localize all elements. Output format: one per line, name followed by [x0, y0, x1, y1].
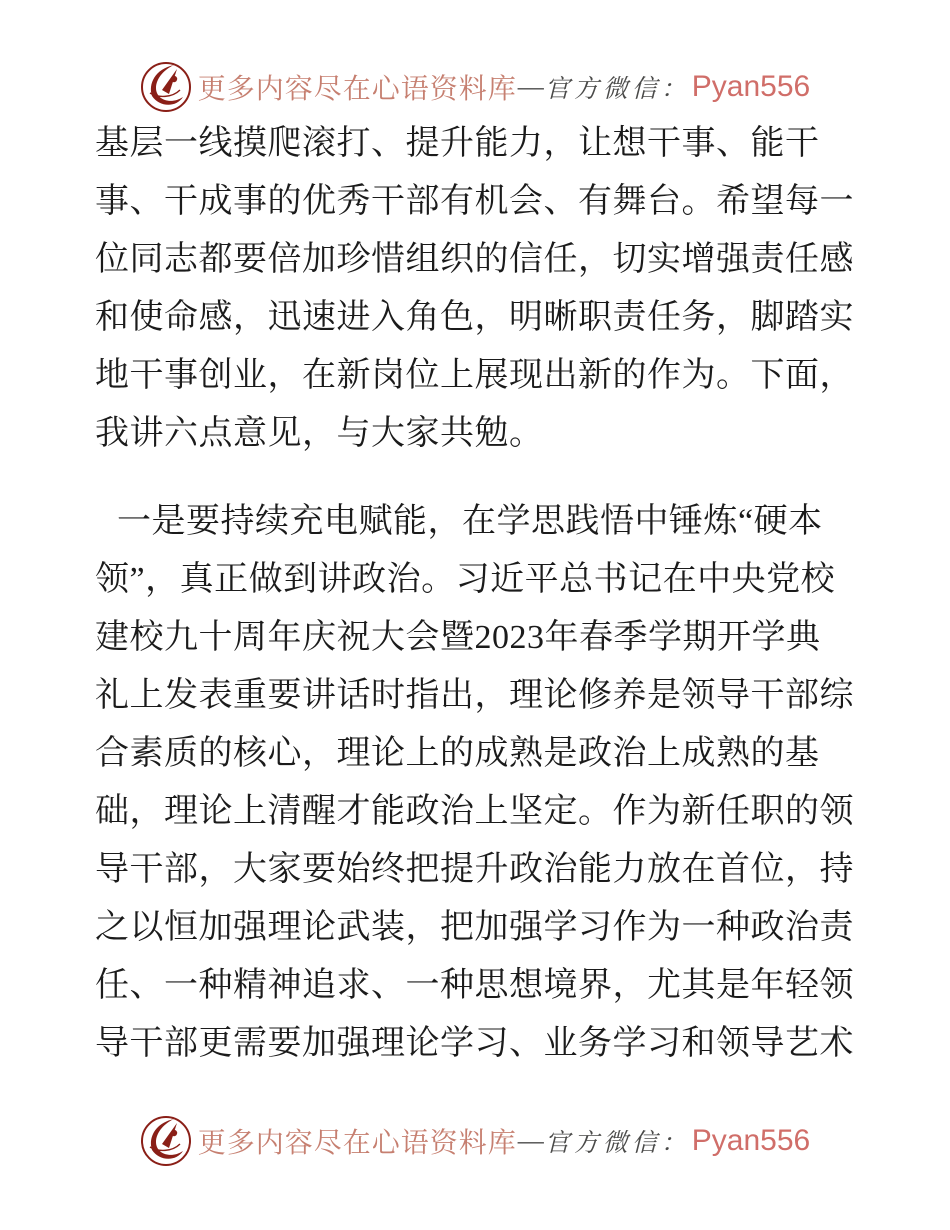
body-line: 基层一线摸爬滚打、提升能力，让想干事、能干: [95, 125, 820, 162]
paragraph-2: [95, 493, 867, 1073]
paragraph-1: [95, 115, 867, 463]
footer-watermark: [0, 1112, 950, 1170]
body-line: 地干事创业，在新岗位上展现出新的作为。下面，: [95, 357, 854, 394]
body-line: 合素质的核心，理论上的成熟是政治上成熟的基: [95, 735, 820, 772]
body-line: 建校九十周年庆祝大会暨2023年春季学期开学典: [95, 619, 821, 656]
brand-text: 更多内容尽在心语资料库: [197, 74, 517, 105]
wechat-id: Pyan556: [691, 1124, 811, 1157]
ink-pen-seal-logo-icon: [140, 60, 192, 114]
body-line: 导干部更需要加强理论学习、业务学习和领导艺术: [95, 1025, 854, 1062]
document-body: [95, 115, 867, 1073]
wechat-label: 官方微信：: [544, 1130, 690, 1157]
brand-separator: —: [517, 72, 544, 101]
body-line: 礼上发表重要讲话时指出，理论修养是领导干部综: [95, 677, 854, 714]
ink-pen-seal-logo-icon: [140, 1114, 192, 1168]
brand-text: 更多内容尽在心语资料库: [197, 1128, 517, 1159]
body-line: 任、一种精神追求、一种思想境界，尤其是年轻领: [95, 967, 854, 1004]
wechat-label: 官方微信：: [544, 76, 690, 103]
body-line: 位同志都要倍加珍惜组织的信任，切实增强责任感: [95, 241, 854, 278]
body-line: 一是要持续充电赋能，在学思践悟中锤炼“硬本: [117, 503, 823, 540]
brand-separator: —: [517, 1126, 544, 1155]
header-watermark: [0, 58, 950, 116]
body-line: 导干部，大家要始终把提升政治能力放在首位，持: [95, 851, 854, 888]
body-line: 我讲六点意见，与大家共勉。: [95, 415, 544, 452]
body-line: 础，理论上清醒才能政治上坚定。作为新任职的领: [95, 793, 854, 830]
body-line: 之以恒加强理论武装，把加强学习作为一种政治责: [95, 909, 854, 946]
body-line: 和使命感，迅速进入角色，明晰职责任务，脚踏实: [95, 299, 854, 336]
body-line: 事、干成事的优秀干部有机会、有舞台。希望每一: [95, 183, 854, 220]
body-line: 领”，真正做到讲政治。习近平总书记在中央党校: [95, 561, 836, 598]
wechat-id: Pyan556: [691, 70, 811, 103]
